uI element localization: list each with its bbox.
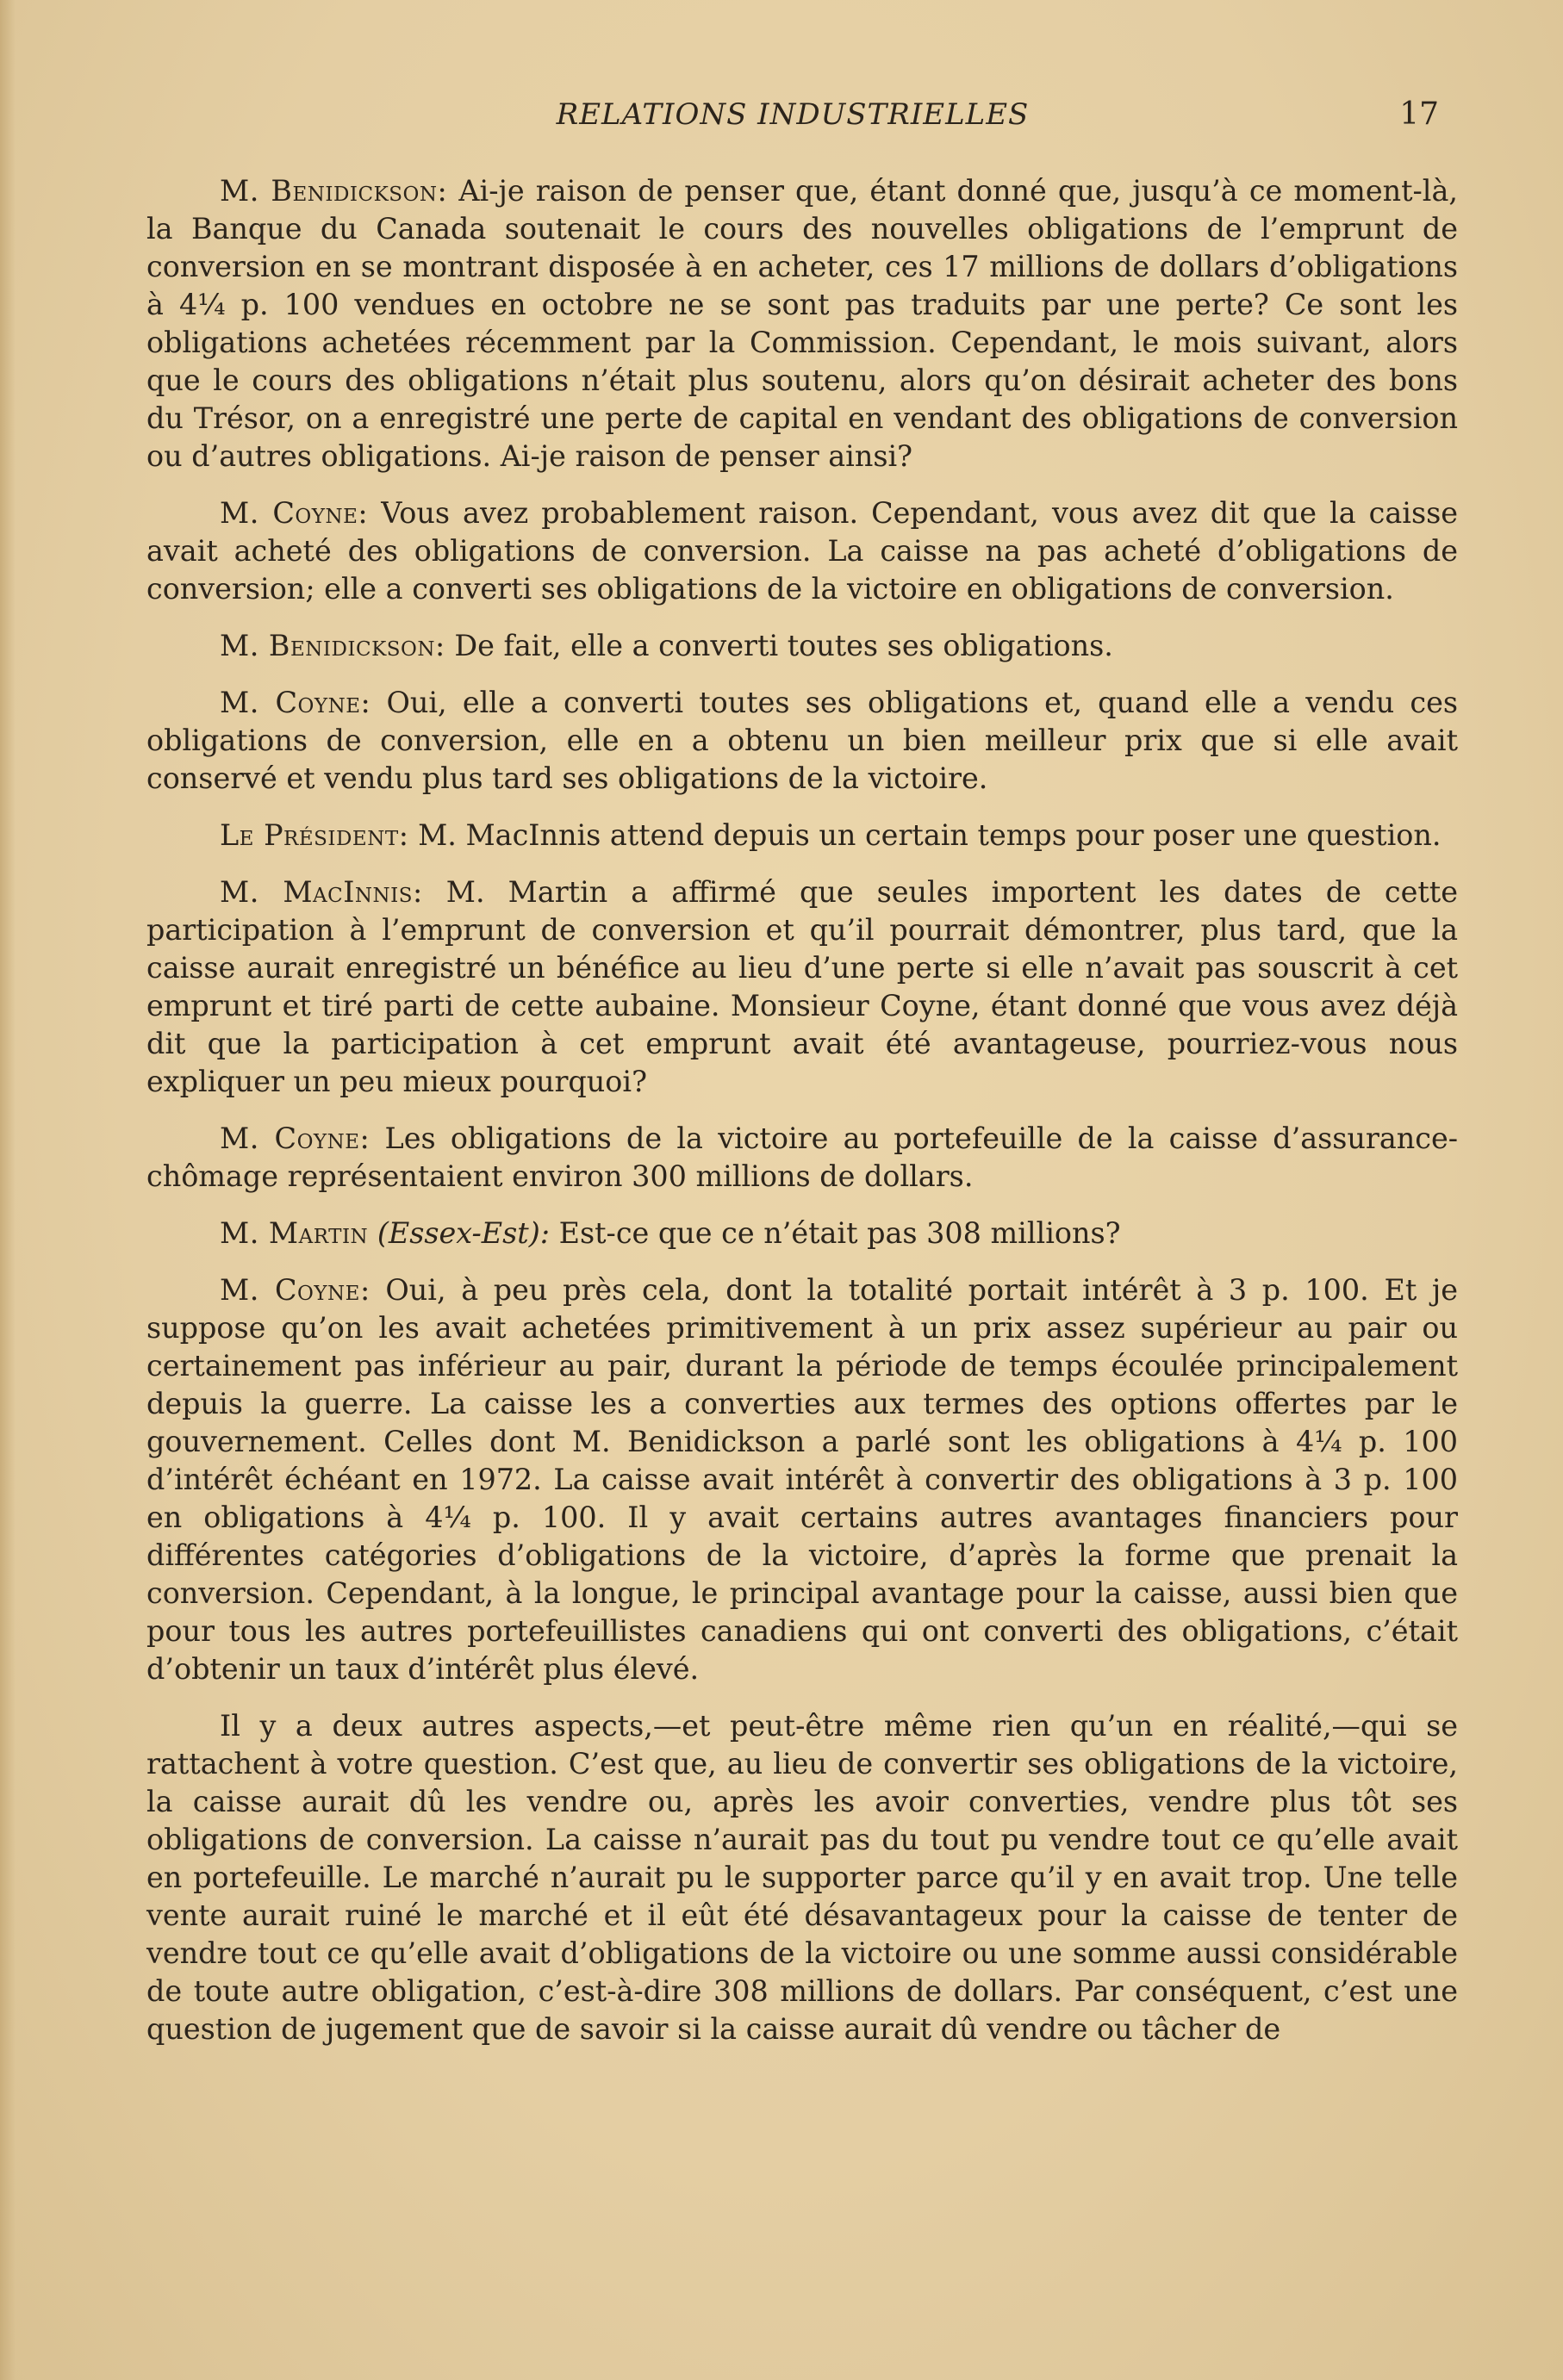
paragraph-text: De fait, elle a converti toutes ses obligations. [454,629,1113,662]
speaker-name: Le Président: [220,818,409,852]
speaker-name: M. Benidickson: [220,174,448,208]
paragraph-text: Vous avez probablement raison. Cependant, vous avez dit que la caisse avait acheté des obligations de conversion. La caisse na pas acheté d’obligations de conversion; elle a converti ses obligations de la victoire en obligations de conversion. [146,496,1458,606]
page-number: 17 [1399,96,1439,132]
paragraph-text: Oui, à peu près cela, dont la totalité portait intérêt à 3 p. 100. Et je suppose qu’on les avait achetées primitivement à un prix assez supérieur au pair ou certainement pas inférieur au pair, durant la période de temps écoulée principalement depuis la guerre. La caisse les a converties aux termes des options offertes par le gouvernement. Celles dont M. Benidickson a parlé sont les obligations à 4¼ p. 100 d’intérêt échéant en 1972. La caisse avait intérêt à convertir des obligations à 3 p. 100 en obligations à 4¼ p. 100. Il y avait certains autres avantages financiers pour différentes catégories d’obligations de la victoire, d’après la forme que prenait la conversion. Cependant, à la longue, le principal avantage pour la caisse, aussi bien que pour tous les autres portefeuillistes canadiens qui ont converti des obligations, c’était d’obtenir un taux d’intérêt plus élevé. [146,1273,1459,1686]
paragraph [146,172,1458,475]
paragraph [146,817,1458,854]
paragraph-text: M. MacInnis attend depuis un certain temps pour poser une question. [418,818,1442,852]
speaker-name: M. Coyne: [220,496,369,530]
paragraph [146,627,1458,665]
paragraph [146,873,1458,1101]
paragraph-text: Est-ce que ce n’était pas 308 millions? [558,1216,1121,1250]
paragraph [146,1215,1458,1252]
speaker-name: M. Martin [220,1216,369,1250]
speaker-name: M. Coyne: [220,1273,371,1307]
paragraph [146,1707,1458,2048]
running-title: RELATIONS INDUSTRIELLES [556,97,1030,132]
page-header [146,93,1439,136]
speaker-name: M. Coyne: [220,1122,371,1155]
speaker-name: M. MacInnis: [220,875,423,909]
paragraph [146,684,1458,798]
page-body [146,172,1458,2067]
speaker-name: M. Coyne: [220,686,371,719]
paragraph-text: Il y a deux autres aspects,—et peut-être même rien qu’un en réalité,—qui se rattachent à votre question. C’est que, au lieu de convertir ses obligations de la victoire, la caisse aurait dû les vendre ou, après les avoir converties, vendre plus tôt ses obligations de conversion. La caisse n’aurait pas du tout pu vendre tout ce qu’elle avait en portefeuille. Le marché n’aurait pu le supporter parce qu’il y en avait trop. Une telle vente aurait ruiné le marché et il eût été désavantageux pour la caisse de tenter de vendre tout ce qu’elle avait d’obligations de la victoire ou une somme aussi considérable de toute autre obligation, c’est-à-dire 308 millions de dollars. Par conséquent, c’est une question de jugement que de savoir si la caisse aurait dû vendre ou tâcher de [146,1709,1458,2046]
paragraph-text: M. Martin a affirmé que seules importent les dates de cette participation à l’emprunt de conversion et qu’il pourrait démontrer, plus tard, que la caisse aurait enregistré un bénéfice au lieu d’une perte si elle n’avait pas souscrit à cet emprunt et tiré parti de cette aubaine. Monsieur Coyne, étant donné que vous avez déjà dit que la participation à cet emprunt avait été avantageuse, pourriez-vous nous expliquer un peu mieux pourquoi? [146,875,1458,1098]
speaker-name: M. Benidickson: [220,629,445,662]
speaker-riding: (Essex-Est): [377,1216,550,1250]
paragraph-text: Oui, elle a converti toutes ses obligations et, quand elle a vendu ces obligations de conversion, elle en a obtenu un bien meilleur prix que si elle avait conservé et vendu plus tard ses obligations de la victoire. [146,686,1458,795]
paragraph [146,494,1458,608]
paragraph [146,1271,1458,1688]
paragraph-text: Ai-je raison de penser que, étant donné que, jusqu’à ce moment-là, la Banque du Canada soutenait le cours des nouvelles obligations de l’emprunt de conversion en se montrant disposée à en acheter, ces 17 millions de dollars d’obligations à 4¼ p. 100 vendues en octobre ne se sont pas traduits par une perte? Ce sont les obligations achetées récemment par la Commission. Cependant, le mois suivant, alors que le cours des obligations n’était plus soutenu, alors qu’on désirait acheter des bons du Trésor, on a enregistré une perte de capital en vendant des obligations de conversion ou d’autres obligations. Ai-je raison de penser ainsi? [146,174,1459,473]
paragraph [146,1120,1458,1196]
paragraph-text: Les obligations de la victoire au portefeuille de la caisse d’assurance-chômage représentaient environ 300 millions de dollars. [146,1122,1458,1193]
